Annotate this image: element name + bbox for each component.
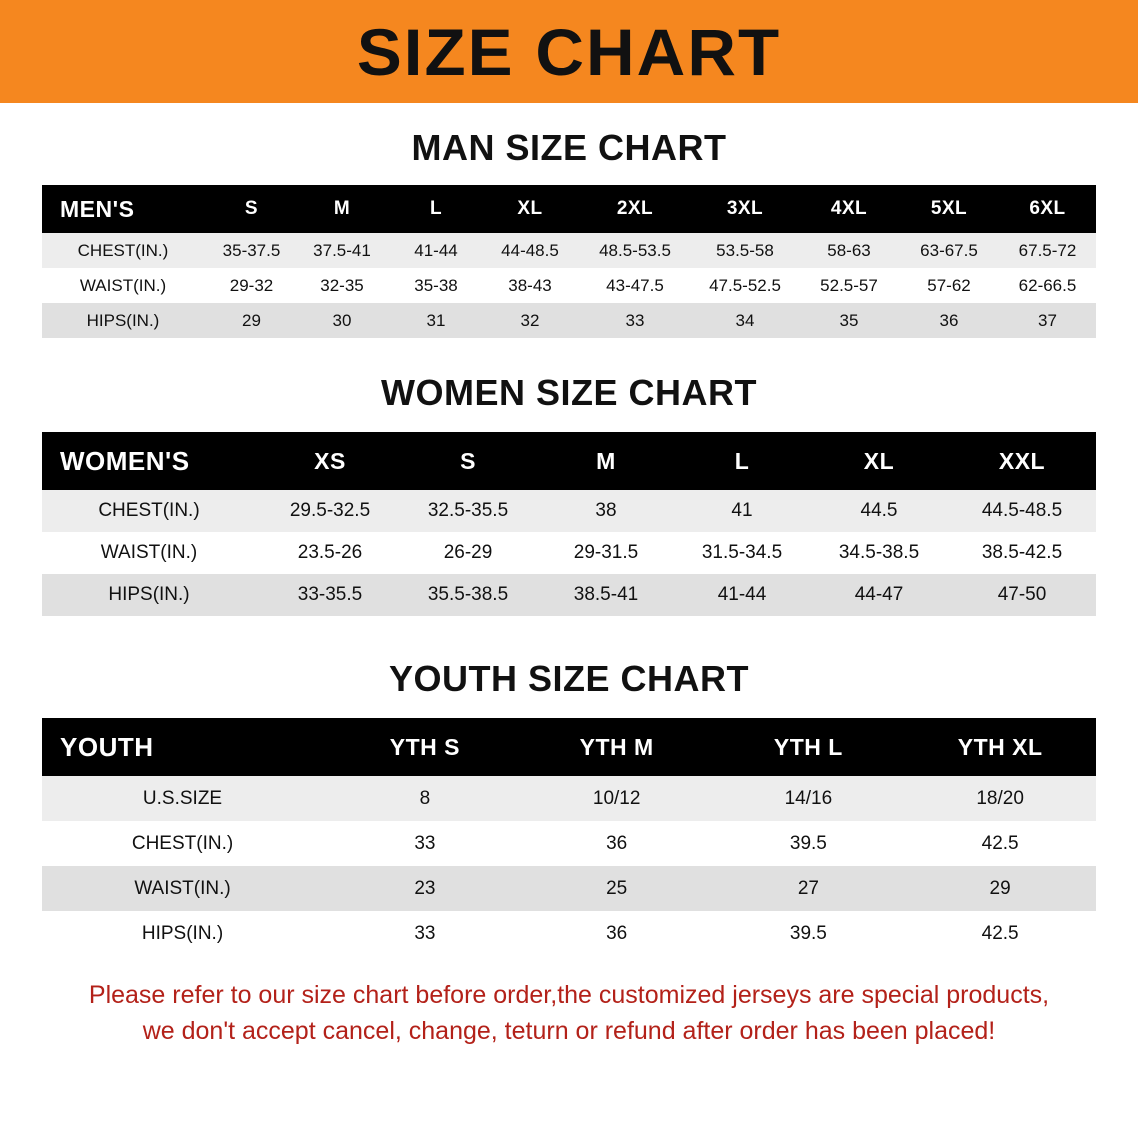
- table-cell: 38: [595, 500, 617, 521]
- table-cell: 63-67.5: [920, 240, 978, 260]
- youth-row-label: CHEST(IN.): [131, 832, 234, 854]
- table-cell: 10/12: [592, 787, 641, 809]
- table-cell: 33-35.5: [297, 584, 363, 605]
- table-cell: 29: [242, 310, 261, 330]
- youth-col-header: YTH S: [389, 733, 461, 760]
- man-col-header: L: [429, 198, 443, 219]
- table-cell: 33: [414, 832, 436, 854]
- youth-section-heading: YOUTH SIZE CHART: [388, 658, 749, 699]
- table-cell: 42.5: [981, 922, 1019, 944]
- table-cell: 29: [989, 877, 1011, 899]
- man-size-table: [42, 185, 1096, 338]
- women-row-label: WAIST(IN.): [100, 542, 198, 563]
- table-cell: 33: [625, 310, 645, 330]
- table-cell: 29.5-32.5: [289, 500, 371, 521]
- man-col-header: 3XL: [726, 198, 764, 219]
- man-col-header: 4XL: [830, 198, 868, 219]
- youth-col-header: YTH XL: [957, 733, 1043, 760]
- youth-col-header: YTH M: [579, 733, 654, 760]
- women-col-header: XL: [863, 447, 895, 474]
- table-cell: 38.5-41: [573, 584, 639, 605]
- women-table-header-row: [42, 432, 1096, 490]
- man-col-header: 5XL: [930, 198, 968, 219]
- table-cell: 41-44: [717, 584, 767, 605]
- table-cell: 44-47: [854, 584, 904, 605]
- table-cell: 53.5-58: [716, 240, 774, 260]
- table-cell: 36: [606, 832, 628, 854]
- man-table-header-row: [42, 185, 1096, 233]
- table-cell: 31: [426, 310, 446, 330]
- policy-note: [34, 978, 1104, 1049]
- table-cell: 67.5-72: [1018, 240, 1077, 260]
- man-header-label: MEN'S: [60, 195, 135, 222]
- man-row-label: WAIST(IN.): [79, 275, 167, 295]
- table-cell: 47-50: [997, 584, 1047, 605]
- man-col-header: XL: [517, 198, 543, 219]
- youth-row-label: U.S.SIZE: [142, 787, 223, 809]
- man-col-header: M: [333, 198, 351, 219]
- table-row: [42, 911, 1096, 956]
- table-cell: 32-35: [320, 275, 364, 295]
- table-cell: 39.5: [789, 922, 827, 944]
- man-section-heading: MAN SIZE CHART: [411, 127, 727, 168]
- youth-size-table: [42, 718, 1096, 956]
- women-col-header: S: [460, 447, 476, 474]
- table-row: [42, 821, 1096, 866]
- youth-row-label: HIPS(IN.): [141, 922, 224, 944]
- women-col-header: XXL: [998, 447, 1046, 474]
- table-cell: 42.5: [981, 832, 1019, 854]
- table-cell: 35-38: [414, 275, 458, 295]
- table-cell: 14/16: [784, 787, 833, 809]
- table-cell: 44.5: [860, 500, 898, 521]
- man-table-wrapper: [42, 185, 1096, 338]
- table-cell: 41-44: [414, 240, 458, 260]
- table-row: [42, 233, 1096, 268]
- women-header-label: WOMEN'S: [60, 445, 190, 476]
- table-row: [42, 866, 1096, 911]
- table-cell: 30: [332, 310, 352, 330]
- table-cell: 29-31.5: [573, 542, 639, 563]
- youth-header-label: YOUTH: [60, 731, 154, 762]
- table-row: [42, 532, 1096, 574]
- table-cell: 18/20: [976, 787, 1024, 809]
- man-row-label: HIPS(IN.): [86, 310, 160, 330]
- table-cell: 23: [414, 877, 436, 899]
- table-cell: 29-32: [229, 275, 274, 295]
- man-col-header: 2XL: [616, 198, 654, 219]
- table-cell: 26-29: [443, 542, 493, 563]
- table-cell: 52.5-57: [820, 275, 878, 295]
- policy-note-line-2: we don't accept cancel, change, teturn or refund after order has been placed!: [142, 1016, 996, 1045]
- youth-col-header: YTH L: [773, 733, 843, 760]
- table-cell: 33: [414, 922, 436, 944]
- table-row: [42, 776, 1096, 821]
- women-col-header: M: [596, 447, 616, 474]
- women-col-header: XS: [314, 447, 346, 474]
- table-row: [42, 303, 1096, 338]
- table-cell: 62-66.5: [1018, 275, 1077, 295]
- youth-table-wrapper: [42, 718, 1096, 956]
- table-cell: 32.5-35.5: [427, 500, 509, 521]
- table-row: [42, 574, 1096, 616]
- table-cell: 25: [606, 877, 628, 899]
- table-cell: 27: [797, 877, 819, 899]
- table-cell: 31.5-34.5: [701, 542, 783, 563]
- women-size-table: [42, 432, 1096, 616]
- policy-note-line-1: Please refer to our size chart before order,the customized jerseys are special products,: [88, 981, 1050, 1009]
- table-cell: 38-43: [508, 275, 552, 295]
- table-cell: 8: [419, 787, 431, 809]
- page-title: SIZE CHART: [356, 14, 782, 89]
- man-col-header: 6XL: [1029, 198, 1066, 219]
- table-cell: 36: [939, 310, 959, 330]
- youth-table-header-row: [42, 718, 1096, 776]
- table-cell: 58-63: [827, 240, 871, 260]
- table-cell: 34: [735, 310, 755, 330]
- table-cell: 44.5-48.5: [981, 500, 1063, 521]
- women-col-header: L: [734, 447, 750, 474]
- table-cell: 41: [731, 500, 753, 521]
- women-row-label: HIPS(IN.): [108, 584, 190, 605]
- table-cell: 35-37.5: [222, 240, 281, 260]
- man-row-label: CHEST(IN.): [77, 240, 169, 260]
- table-cell: 47.5-52.5: [709, 275, 781, 295]
- table-cell: 23.5-26: [297, 542, 363, 563]
- table-cell: 36: [606, 922, 628, 944]
- table-cell: 44-48.5: [501, 240, 559, 260]
- man-col-header: S: [244, 198, 259, 219]
- table-cell: 35.5-38.5: [427, 584, 509, 605]
- table-row: [42, 268, 1096, 303]
- women-row-label: CHEST(IN.): [98, 500, 200, 521]
- table-cell: 37.5-41: [313, 240, 371, 260]
- table-cell: 32: [520, 310, 540, 330]
- table-row: [42, 490, 1096, 532]
- table-cell: 35: [839, 310, 859, 330]
- youth-row-label: WAIST(IN.): [134, 877, 231, 899]
- table-cell: 38.5-42.5: [981, 542, 1063, 563]
- table-cell: 57-62: [927, 275, 971, 295]
- banner: [0, 0, 1138, 103]
- table-cell: 39.5: [789, 832, 827, 854]
- table-cell: 43-47.5: [606, 275, 664, 295]
- table-cell: 37: [1038, 310, 1057, 330]
- women-table-wrapper: [42, 432, 1096, 616]
- table-cell: 48.5-53.5: [599, 240, 671, 260]
- table-cell: 34.5-38.5: [838, 542, 920, 563]
- women-section-heading: WOMEN SIZE CHART: [381, 372, 757, 413]
